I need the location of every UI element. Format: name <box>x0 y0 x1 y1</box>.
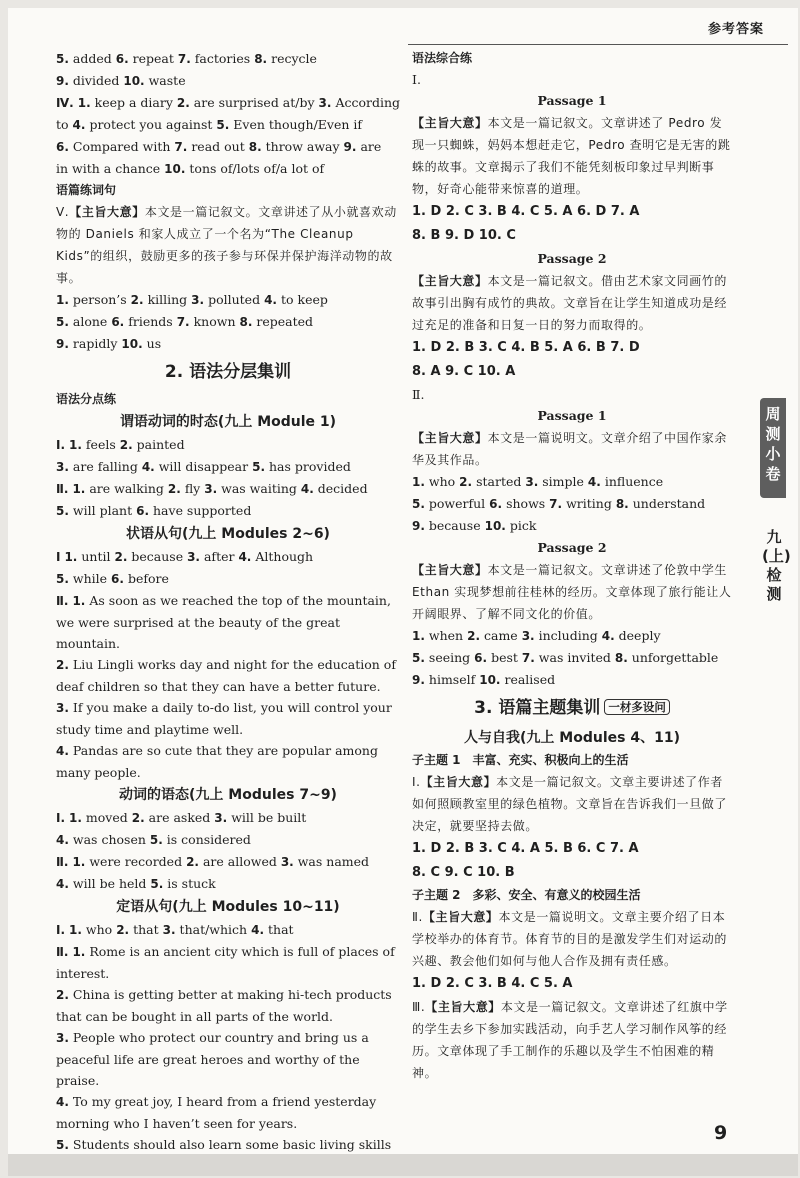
item-number: 5. <box>252 460 266 474</box>
answer-text: rapidly <box>72 336 118 351</box>
answer-text: To my great joy, I heard from a friend yesterday morning who I haven’t seen for years. <box>56 1094 377 1131</box>
answer-text: Students should also learn some basic living skills <box>72 1137 392 1152</box>
answer-text: tons of/lots of/a lot of <box>189 161 325 176</box>
answer-text: influence <box>604 474 664 489</box>
item-number: 4. <box>264 293 277 307</box>
item-number: 1. <box>72 482 86 496</box>
answer-text: who <box>85 922 113 937</box>
item-number: Ⅳ. <box>56 96 74 110</box>
answer-text: came <box>484 628 518 643</box>
answer-text: repeated <box>256 314 314 329</box>
answer-text: simple <box>542 474 584 489</box>
roman-label: Ⅲ. <box>412 1000 426 1014</box>
summary-text: 本文是一篇说明文。文章介绍了中国作家余华及其作品。 <box>412 431 728 467</box>
topic-heading: 定语从句(九上 Modules 10~11) <box>116 899 340 915</box>
answer-line <box>412 515 732 537</box>
answer-text: because <box>131 549 184 564</box>
item-number: 6. <box>489 497 503 511</box>
item-number: 10. <box>123 74 145 88</box>
right-column <box>412 48 732 1084</box>
answer-text: deeply <box>618 628 661 643</box>
summary-paragraph <box>412 996 732 1084</box>
grade-label: 九(上)检测 <box>762 528 791 603</box>
item-number: 4. <box>141 460 155 474</box>
item-number: 1. <box>412 475 425 489</box>
header-title: 参考答案 <box>707 22 764 37</box>
answer-text: person’s <box>72 292 127 307</box>
answer-text: known <box>193 314 236 329</box>
answer-text: alone <box>72 314 108 329</box>
answer-text: According <box>335 95 401 110</box>
answer-text: shows <box>506 496 546 511</box>
answer-text: polluted <box>208 292 261 307</box>
summary-paragraph <box>412 559 732 625</box>
item-number: 6. <box>56 140 69 154</box>
item-number: 3. <box>280 855 294 869</box>
item-number: 10. <box>484 519 506 533</box>
roman-label: Ⅱ. <box>412 910 423 924</box>
answer-text: are asked <box>148 810 211 825</box>
item-number: 6. <box>115 52 129 66</box>
item-number: Ⅱ. <box>56 945 69 959</box>
answer-text: was chosen <box>72 832 146 847</box>
answer-text: started <box>476 474 522 489</box>
answer-text: throw away <box>265 139 340 154</box>
answer-text: are allowed <box>202 854 277 869</box>
answer-line <box>56 289 400 311</box>
answer-text: powerful <box>428 496 486 511</box>
answer-text: Liu Lingli works day and night for the education of deaf children so that they can have a better future. <box>56 657 396 694</box>
section-label: 语法分点练 <box>56 392 117 406</box>
answer-text: fly <box>184 481 201 496</box>
answer-text: Even though/Even if <box>233 117 363 132</box>
topic-heading: 谓语动词的时态(九上 Module 1) <box>119 414 337 430</box>
item-number: 1. <box>69 811 82 825</box>
choice-answers: 8. A 9. C 10. A <box>412 364 516 379</box>
item-number: 4. <box>601 629 615 643</box>
item-number: 9. <box>412 673 425 687</box>
item-number: 7. <box>174 140 188 154</box>
choice-answers: 1. D 2. C 3. B 4. C 5. A 6. D 7. A <box>412 204 640 219</box>
item-number: Ⅰ. <box>56 438 66 452</box>
item-number: 4. <box>587 475 601 489</box>
item-number: 10. <box>164 162 186 176</box>
item-number: 5. <box>412 497 425 511</box>
answer-text: recycle <box>271 51 317 66</box>
answer-text: repeat <box>132 51 174 66</box>
topic-heading: 动词的语态(九上 Modules 7~9) <box>119 787 337 803</box>
summary-text: 本文是一篇记叙文。借由艺术家文同画竹的故事引出胸有成竹的典故。文章旨在让学生知道成功是经过充足的准备和日复一日的努力而取得的。 <box>412 274 728 332</box>
answer-page <box>8 8 798 1176</box>
answer-text: People who protect our country and bring us a peaceful life are great heroes and worthy of the praise. <box>56 1030 369 1088</box>
item-number: 5. <box>150 877 164 891</box>
choice-answers: 8. C 9. C 10. B <box>412 865 515 880</box>
item-number: 7. <box>177 52 191 66</box>
answer-text: added <box>72 51 112 66</box>
answer-text: that/which <box>179 922 248 937</box>
choice-answers: 8. B 9. D 10. C <box>412 228 516 243</box>
answer-sentence <box>56 740 400 783</box>
summary-paragraph <box>412 112 732 200</box>
item-number: 2. <box>459 475 473 489</box>
answer-text: waste <box>148 73 186 88</box>
item-number: 6. <box>136 504 150 518</box>
summary-text: 本文是一篇说明文。文章主要介绍了日本学校举办的体育节。体育节的目的是激发学生们对运动的兴趣、教会他们如何与他人合作及拥有责任感。 <box>412 910 728 968</box>
item-number: 8. <box>248 140 262 154</box>
item-number: 4. <box>251 923 265 937</box>
item-number: Ⅰ. <box>56 811 66 825</box>
summary-paragraph <box>412 906 732 972</box>
item-number: 4. <box>72 118 86 132</box>
answer-line <box>412 669 732 691</box>
item-number: 3. <box>56 1031 69 1045</box>
item-number: Ⅰ <box>56 550 61 564</box>
answer-text: friends <box>128 314 173 329</box>
answer-text: killing <box>147 292 188 307</box>
answer-line <box>56 92 400 114</box>
answer-text: to keep <box>280 292 328 307</box>
summary-tag: 【主旨大意】 <box>412 274 488 288</box>
item-number: 4. <box>238 550 252 564</box>
answer-line <box>56 478 400 500</box>
section-label: 语篇练词句 <box>56 183 117 197</box>
item-number: 3. <box>318 96 332 110</box>
passage-title: Passage 1 <box>537 93 607 108</box>
page-header <box>8 8 798 48</box>
answer-text: when <box>428 628 464 643</box>
answer-line <box>56 158 400 180</box>
left-column <box>56 48 400 1176</box>
roman-label: Ⅰ. <box>412 775 421 789</box>
answer-line <box>56 829 400 851</box>
answer-text: decided <box>317 481 368 496</box>
answer-line <box>56 311 400 333</box>
answer-line <box>56 873 400 895</box>
answer-line <box>56 70 400 92</box>
item-number: 5. <box>56 572 69 586</box>
roman-label: Ⅰ. <box>412 72 421 87</box>
item-number: 3. <box>525 475 539 489</box>
answer-text: protect you against <box>89 117 213 132</box>
summary-text: 本文是一篇记叙文。文章主要讲述了作者如何照顾教室里的绿色植物。文章旨在告诉我们一旦做了决定，就要坚持去做。 <box>412 775 728 833</box>
section-heading: 2. 语法分层集训 <box>164 362 292 382</box>
item-number: 10. <box>121 337 143 351</box>
answer-text: has provided <box>269 459 351 474</box>
answer-sentence <box>56 1027 400 1091</box>
answer-sentence <box>56 984 400 1027</box>
answer-text: China is getting better at making hi-tech products that can be bought in all parts of the world. <box>56 987 392 1024</box>
answer-line <box>412 625 732 647</box>
answer-text: read out <box>191 139 245 154</box>
heading-tag: 一材多设问 <box>604 699 670 715</box>
item-number: 7. <box>176 315 190 329</box>
answer-sentence <box>56 1091 400 1134</box>
answer-text: until <box>81 549 111 564</box>
answer-text: seeing <box>428 650 471 665</box>
answer-text: Rome is an ancient city which is full of places of interest. <box>56 944 395 981</box>
summary-tag: 【主旨大意】 <box>69 205 145 219</box>
answer-line <box>412 647 732 669</box>
answer-text: himself <box>428 672 476 687</box>
item-number: 2. <box>130 293 144 307</box>
page-bottom-edge <box>8 1154 798 1176</box>
roman-label: Ⅴ. <box>56 205 70 219</box>
item-number: 2. <box>56 658 69 672</box>
item-number: 6. <box>474 651 488 665</box>
answer-line <box>56 500 400 522</box>
answer-text: divided <box>72 73 120 88</box>
item-number: 1. <box>72 855 86 869</box>
subtopic-label: 子主题 1 丰富、充实、积极向上的生活 <box>412 753 629 767</box>
answer-line <box>56 546 400 568</box>
answer-sentence <box>56 941 400 984</box>
item-number: 9. <box>56 337 69 351</box>
item-number: 9. <box>56 74 69 88</box>
item-number: 2. <box>176 96 190 110</box>
item-number: 3. <box>56 701 69 715</box>
answer-text: will be held <box>72 876 147 891</box>
answer-line <box>56 851 400 873</box>
roman-label: Ⅱ. <box>412 387 425 402</box>
item-number: 9. <box>412 519 425 533</box>
answer-line <box>56 114 400 136</box>
answer-text: writing <box>566 496 612 511</box>
item-number: 4. <box>56 744 69 758</box>
item-number: Ⅱ. <box>56 594 69 608</box>
answer-text: that <box>133 922 159 937</box>
answer-text: was invited <box>538 650 611 665</box>
answer-text: are falling <box>72 459 138 474</box>
item-number: 6. <box>111 572 124 586</box>
section-heading <box>412 693 732 724</box>
answer-line <box>56 456 400 478</box>
item-number: 8. <box>239 315 253 329</box>
item-number: 5. <box>149 833 163 847</box>
answer-line <box>56 807 400 829</box>
choice-answers: 1. D 2. B 3. C 4. A 5. B 6. C 7. A <box>412 841 639 856</box>
item-number: 1. <box>412 629 425 643</box>
answer-text: moved <box>85 810 128 825</box>
section-label: 语法综合练 <box>412 51 473 65</box>
item-number: 2. <box>186 855 199 869</box>
item-number: 5. <box>412 651 425 665</box>
answer-text: will plant <box>72 503 133 518</box>
summary-tag: 【主旨大意】 <box>420 775 497 789</box>
answer-text: will be built <box>231 810 307 825</box>
topic-heading: 状语从句(九上 Modules 2~6) <box>126 526 330 542</box>
answer-text: realised <box>504 672 556 687</box>
summary-text: 本文是一篇记叙文。文章讲述了红旗中学的学生去乡下参加实践活动，向手艺人学习制作风筝的经历。文章体现了手工制作的乐趣以及学生不怕困难的精神。 <box>412 1000 728 1080</box>
item-number: 3. <box>214 811 228 825</box>
answer-text: are walking <box>89 481 164 496</box>
summary-tag: 【主旨大意】 <box>425 1000 501 1014</box>
item-number: 3. <box>187 550 200 564</box>
answer-text: unforgettable <box>631 650 719 665</box>
item-number: 2. <box>467 629 481 643</box>
item-number: 2. <box>56 988 69 1002</box>
answer-sentence <box>56 654 400 697</box>
summary-tag: 【主旨大意】 <box>412 431 488 445</box>
page-number: 9 <box>714 1122 728 1144</box>
answer-text: are <box>360 139 382 154</box>
weekly-test-tab: 周测小卷 <box>760 398 786 498</box>
answer-text: after <box>203 549 235 564</box>
answer-text: to <box>56 117 69 132</box>
item-number: 2. <box>116 923 130 937</box>
topic-heading: 人与自我(九上 Modules 4、11) <box>464 730 680 746</box>
answer-text: us <box>146 336 162 351</box>
item-number: 1. <box>69 438 82 452</box>
item-number: 2. <box>119 438 133 452</box>
answer-text: best <box>491 650 518 665</box>
item-number: 4. <box>300 482 314 496</box>
answer-text: pick <box>509 518 537 533</box>
answer-text: keep a diary <box>94 95 173 110</box>
item-number: 4. <box>56 1095 69 1109</box>
item-number: 1. <box>69 923 82 937</box>
item-number: 7. <box>521 651 535 665</box>
item-number: 3. <box>521 629 535 643</box>
item-number: 8. <box>615 497 629 511</box>
answer-line <box>56 136 400 158</box>
item-number: 1. <box>56 293 69 307</box>
summary-paragraph <box>412 427 732 471</box>
item-number: 3. <box>204 482 218 496</box>
summary-paragraph <box>412 270 732 336</box>
passage-title: Passage 2 <box>537 251 607 266</box>
answer-text: was named <box>297 854 370 869</box>
subtopic-label: 子主题 2 多彩、安全、有意义的校园生活 <box>412 888 641 902</box>
answer-text: that <box>268 922 294 937</box>
passage-title: Passage 2 <box>537 540 607 555</box>
summary-tag: 【主旨大意】 <box>412 116 488 130</box>
item-number: 8. <box>254 52 268 66</box>
item-number: 5. <box>56 504 69 518</box>
item-number: 3. <box>191 293 205 307</box>
item-number: 9. <box>343 140 357 154</box>
item-number: 1. <box>64 550 78 564</box>
summary-tag: 【主旨大意】 <box>422 910 499 924</box>
answer-sentence <box>56 697 400 740</box>
answer-text: painted <box>136 437 185 452</box>
summary-tag: 【主旨大意】 <box>412 563 488 577</box>
item-number: 3. <box>56 460 69 474</box>
item-number: Ⅰ. <box>56 923 66 937</box>
item-number: 2. <box>131 811 145 825</box>
item-number: 5. <box>56 1138 69 1152</box>
item-number: 5. <box>56 52 69 66</box>
item-number: 2. <box>114 550 128 564</box>
answer-text: have supported <box>153 503 252 518</box>
summary-paragraph <box>412 771 732 837</box>
answer-text: Pandas are so cute that they are popular among many people. <box>56 743 378 780</box>
answer-line <box>56 434 400 456</box>
answer-line <box>56 48 400 70</box>
answer-text: Compared with <box>72 139 171 154</box>
item-number: 5. <box>56 315 69 329</box>
answer-line <box>412 493 732 515</box>
summary-text: 本文是一篇记叙文。文章讲述了 Pedro 发现一只蜘蛛，妈妈本想赶走它，Pedro 查明它是无害的跳蛛的故事。文章揭示了我们不能凭刻板印象过早判断事物，好奇心能带来惊喜的道理。 <box>412 116 731 196</box>
item-number: Ⅱ. <box>56 855 69 869</box>
item-number: 4. <box>56 833 69 847</box>
answer-text: feels <box>85 437 116 452</box>
item-number: 8. <box>614 651 628 665</box>
answer-line <box>56 919 400 941</box>
answer-line <box>56 333 400 355</box>
summary-text: 本文是一篇记叙文。文章讲述了伦敦中学生 Ethan 实现梦想前往桂林的经历。文章体现了旅行能让人开阔眼界、了解不同文化的价值。 <box>412 563 732 621</box>
answer-text: will disappear <box>158 459 249 474</box>
answer-text: while <box>72 571 108 586</box>
answer-text: were recorded <box>89 854 183 869</box>
choice-answers: 1. D 2. C 3. B 4. C 5. A <box>412 976 573 991</box>
answer-sentence <box>56 590 400 654</box>
item-number: 10. <box>479 673 501 687</box>
header-rule <box>408 44 788 45</box>
answer-text: who <box>428 474 456 489</box>
passage-title: Passage 1 <box>537 408 607 423</box>
item-number: 1. <box>77 96 91 110</box>
answer-text: If you make a daily to-do list, you will control your study time and playtime well. <box>56 700 392 737</box>
answer-text: are surprised at/by <box>193 95 315 110</box>
answer-text: is stuck <box>167 876 216 891</box>
item-number: Ⅱ. <box>56 482 69 496</box>
answer-text: was waiting <box>221 481 297 496</box>
answer-text: because <box>428 518 481 533</box>
answer-text: is considered <box>166 832 251 847</box>
answer-text: As soon as we reached the top of the mountain, we were surprised at the beauty of the great mountain. <box>56 593 391 651</box>
choice-answers: 1. D 2. B 3. C 4. B 5. A 6. B 7. D <box>412 340 640 355</box>
answer-text: before <box>127 571 169 586</box>
item-number: 5. <box>216 118 230 132</box>
answer-text: factories <box>194 51 251 66</box>
item-number: 2. <box>167 482 181 496</box>
answer-text: including <box>538 628 598 643</box>
section-heading-text: 3. 语篇主题集训 <box>474 698 601 718</box>
answer-line <box>412 471 732 493</box>
item-number: 7. <box>549 497 563 511</box>
item-number: 3. <box>162 923 176 937</box>
summary-paragraph <box>56 201 400 289</box>
item-number: 1. <box>72 594 86 608</box>
item-number: 6. <box>111 315 125 329</box>
answer-line <box>56 568 400 590</box>
answer-text: in with a chance <box>56 161 161 176</box>
item-number: 1. <box>72 945 86 959</box>
summary-text: 本文是一篇记叙文。文章讲述了从小就喜欢动物的 Daniels 和家人成立了一个名为“The Cleanup Kids”的组织，鼓励更多的孩子参与环保并保护海洋动物的故事。 <box>56 205 397 285</box>
answer-text: understand <box>632 496 706 511</box>
item-number: 4. <box>56 877 69 891</box>
answer-text: Although <box>255 549 314 564</box>
